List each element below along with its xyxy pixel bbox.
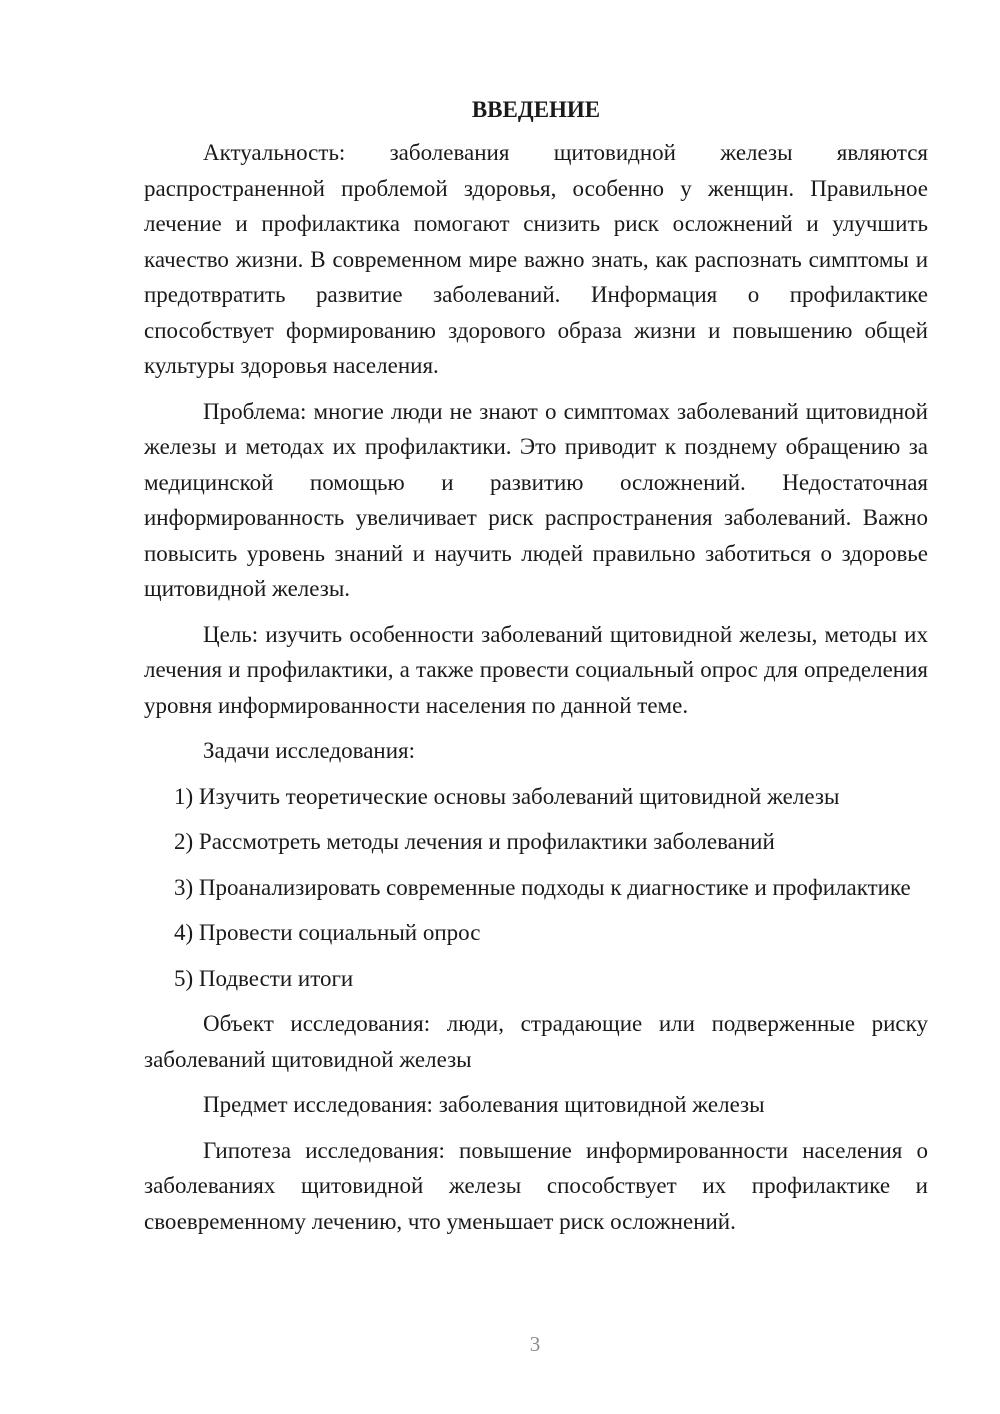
task-item: 3) Проанализировать современные подходы к диагностике и профилактике <box>174 874 911 900</box>
subject-paragraph: Предмет исследования: заболевания щитовидной железы <box>203 1092 765 1117</box>
problem-paragraph: Проблема: многие люди не знают о симптомах заболеваний щитовидной железы и методах их профилактики. Это приводит к позднему обращению за медицинской помощью и развитию осложнений. Недостаточная информированность увеличивает риск распространения заболеваний. Важно повысить уровень знаний и научить людей правильно заботиться о здоровье щитовидной железы. <box>144 398 928 601</box>
section-heading: ВВЕДЕНИЕ <box>471 97 601 122</box>
task-item: 1) Изучить теоретические основы заболеваний щитовидной железы <box>174 783 840 809</box>
task-item: 4) Провести социальный опрос <box>174 920 481 945</box>
tasks-title: Задачи исследования: <box>203 738 416 763</box>
relevance-paragraph: Актуальность: заболевания щитовидной железы являются распространенной проблемой здоровья, особенно у женщин. Правильное лечение и профилактика помогают снизить риск осложнений и улучшить качество жизни. В современном мире важно знать, как распознать симптомы и предотвратить развитие заболеваний. Информация о профилактике способствует формированию здорового образа жизни и повышению общей культуры здоровья населения. <box>144 140 928 378</box>
hypothesis-paragraph: Гипотеза исследования: повышение информированности населения о заболеваниях щитовидной железы способствует их профилактике и своевременному лечению, что уменьшает риск осложнений. <box>144 1137 928 1234</box>
task-item: 5) Подвести итоги <box>174 965 354 991</box>
document-body <box>144 92 928 1249</box>
object-paragraph: Объект исследования: люди, страдающие или подверженные риску заболеваний щитовидной железы <box>144 1011 928 1072</box>
task-item: 2) Рассмотреть методы лечения и профилактики заболеваний <box>174 829 775 854</box>
goal-paragraph: Цель: изучить особенности заболеваний щитовидной железы, методы их лечения и профилактики, а также провести социальный опрос для определения уровня информированности населения по данной теме. <box>144 621 928 718</box>
page-number: 3 <box>529 1332 541 1356</box>
